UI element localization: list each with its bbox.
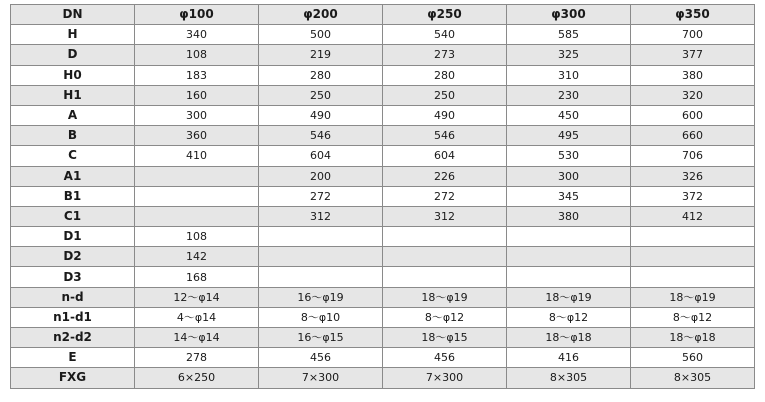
table-cell: 585 [507,25,631,45]
table-cell: 540 [383,25,507,45]
table-row [11,348,755,368]
table-cell: 326 [631,166,755,186]
row-label: B1 [11,186,135,206]
table-cell [383,227,507,247]
table-row [11,368,755,388]
header-cell-dn300: φ300 [507,5,631,25]
spec-sheet [10,4,754,388]
header-cell-dn100: φ100 [135,5,259,25]
table-cell: 4～φ14 [135,307,259,327]
row-label: n1-d1 [11,307,135,327]
row-label: H [11,25,135,45]
row-label: C [11,146,135,166]
table-cell: 108 [135,227,259,247]
table-row [11,287,755,307]
row-label: D [11,45,135,65]
table-cell: 219 [259,45,383,65]
table-cell [135,166,259,186]
row-label: FXG [11,368,135,388]
dimension-table [10,4,755,389]
row-label: D3 [11,267,135,287]
table-cell: 546 [383,126,507,146]
table-cell: 272 [383,186,507,206]
table-cell [507,267,631,287]
table-cell: 500 [259,25,383,45]
table-cell [507,227,631,247]
table-cell: 380 [507,206,631,226]
table-cell [135,206,259,226]
table-row [11,206,755,226]
table-cell: 16～φ19 [259,287,383,307]
table-cell: 7×300 [383,368,507,388]
table-cell: 8～φ10 [259,307,383,327]
table-cell: 300 [507,166,631,186]
table-cell: 410 [135,146,259,166]
table-cell [631,247,755,267]
table-cell: 18～φ18 [507,328,631,348]
table-cell [383,247,507,267]
table-row [11,186,755,206]
header-row [11,5,755,25]
row-label: D1 [11,227,135,247]
table-cell: 8～φ12 [507,307,631,327]
table-cell: 360 [135,126,259,146]
table-cell: 14～φ14 [135,328,259,348]
table-cell [259,227,383,247]
table-cell: 18～φ19 [507,287,631,307]
table-cell: 183 [135,65,259,85]
header-cell-dn250: φ250 [383,5,507,25]
table-cell: 8×305 [631,368,755,388]
table-cell [383,267,507,287]
table-cell: 700 [631,25,755,45]
table-cell [631,267,755,287]
table-cell: 456 [259,348,383,368]
table-cell: 280 [383,65,507,85]
table-cell: 490 [383,105,507,125]
table-cell: 660 [631,126,755,146]
row-label: A [11,105,135,125]
table-cell: 230 [507,85,631,105]
row-label: n-d [11,287,135,307]
table-cell: 250 [383,85,507,105]
table-cell: 160 [135,85,259,105]
table-cell: 412 [631,206,755,226]
table-cell [507,247,631,267]
table-row [11,307,755,327]
table-cell: 604 [383,146,507,166]
table-cell: 168 [135,267,259,287]
table-cell [631,227,755,247]
table-cell: 8～φ12 [631,307,755,327]
table-cell: 560 [631,348,755,368]
row-label: B [11,126,135,146]
table-cell: 312 [383,206,507,226]
header-cell-dn: DN [11,5,135,25]
table-row [11,65,755,85]
table-row [11,45,755,65]
table-cell: 310 [507,65,631,85]
table-cell: 8～φ12 [383,307,507,327]
header-cell-dn350: φ350 [631,5,755,25]
row-label: H0 [11,65,135,85]
table-cell: 108 [135,45,259,65]
table-cell: 272 [259,186,383,206]
table-cell: 16～φ15 [259,328,383,348]
table-cell: 200 [259,166,383,186]
table-cell [135,186,259,206]
table-row [11,227,755,247]
table-cell: 380 [631,65,755,85]
table-cell: 18～φ19 [383,287,507,307]
table-cell: 377 [631,45,755,65]
table-cell: 600 [631,105,755,125]
table-cell: 12～φ14 [135,287,259,307]
table-cell: 340 [135,25,259,45]
table-row [11,146,755,166]
table-cell: 142 [135,247,259,267]
table-cell: 8×305 [507,368,631,388]
table-cell [259,247,383,267]
table-cell: 372 [631,186,755,206]
table-cell: 546 [259,126,383,146]
row-label: n2-d2 [11,328,135,348]
table-cell: 530 [507,146,631,166]
row-label: D2 [11,247,135,267]
table-cell: 320 [631,85,755,105]
table-row [11,85,755,105]
row-label: C1 [11,206,135,226]
table-cell: 226 [383,166,507,186]
table-cell: 273 [383,45,507,65]
table-cell: 490 [259,105,383,125]
table-row [11,105,755,125]
table-cell: 278 [135,348,259,368]
table-cell: 250 [259,85,383,105]
table-row [11,25,755,45]
table-cell: 312 [259,206,383,226]
table-cell: 495 [507,126,631,146]
table-cell: 706 [631,146,755,166]
table-cell: 18～φ15 [383,328,507,348]
table-cell: 456 [383,348,507,368]
table-cell: 280 [259,65,383,85]
table-cell [259,267,383,287]
table-row [11,328,755,348]
table-cell: 6×250 [135,368,259,388]
table-row [11,247,755,267]
table-row [11,126,755,146]
row-label: H1 [11,85,135,105]
table-cell: 604 [259,146,383,166]
table-cell: 7×300 [259,368,383,388]
row-label: E [11,348,135,368]
table-row [11,166,755,186]
table-cell: 300 [135,105,259,125]
table-cell: 450 [507,105,631,125]
header-cell-dn200: φ200 [259,5,383,25]
table-cell: 18～φ18 [631,328,755,348]
table-cell: 325 [507,45,631,65]
row-label: A1 [11,166,135,186]
table-row [11,267,755,287]
table-cell: 345 [507,186,631,206]
table-cell: 18～φ19 [631,287,755,307]
table-cell: 416 [507,348,631,368]
